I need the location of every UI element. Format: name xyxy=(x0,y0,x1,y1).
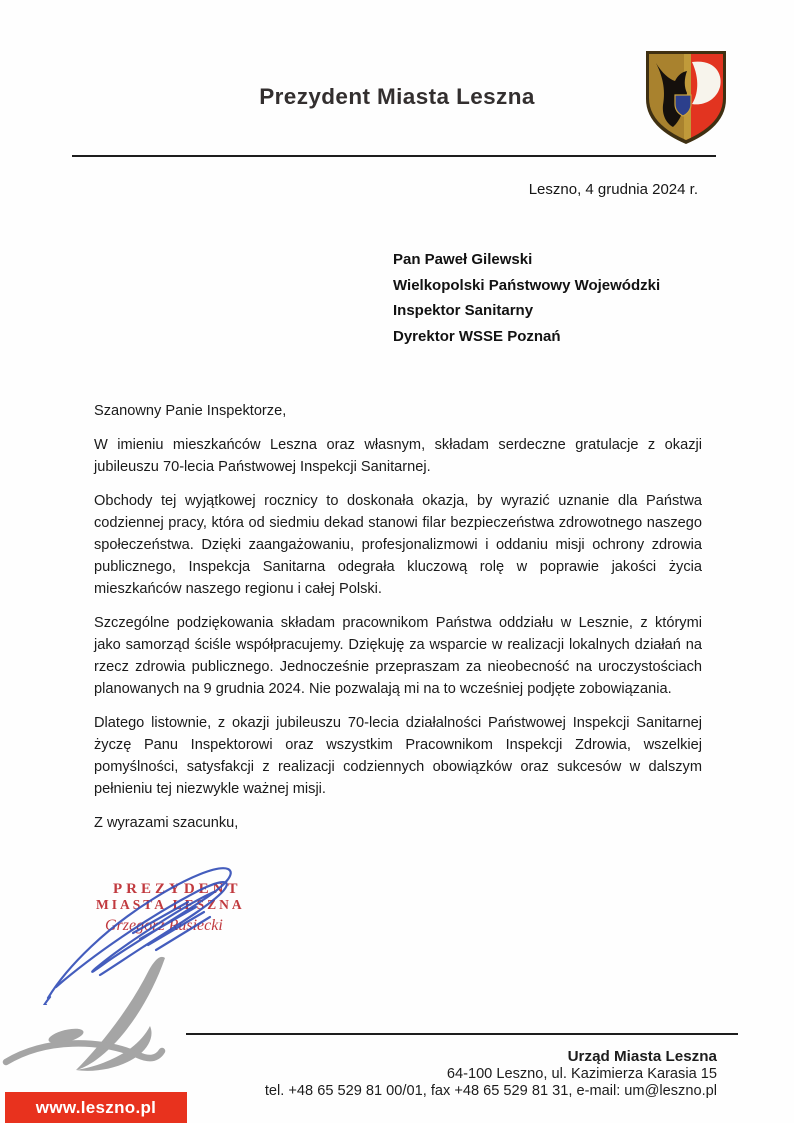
paragraph-1: W imieniu mieszkańców Leszna oraz własnym, składam serdeczne gratulacje z okazji jubileuszu 70-lecia Państwowej Inspekcji Sanitarnej. xyxy=(94,437,702,475)
stamp-signatory-name: Grzegorz Rusiecki xyxy=(105,917,223,934)
recipient-block xyxy=(393,247,660,349)
footer-divider xyxy=(186,1033,738,1035)
recipient-line-4: Dyrektor WSSE Poznań xyxy=(393,327,561,345)
recipient-line-3: Inspektor Sanitarny xyxy=(393,302,534,319)
paragraph-2: Obchody tej wyjątkowej rocznicy to doskonała okazja, by wyrazić uznanie dla Państwa codziennej pracy, która od siedmiu dekad stanowi filar bezpieczeństwa zdrowotnego naszego społeczeństwa. Dzięki zaangażowaniu, profesjonalizmowi i oddaniu misji ochrony zdrowia publicznego, Inspekcja Sanitarna odegrała kluczową rolę w poprawie jakości życia mieszkańców naszego regionu i całej Polski. xyxy=(94,493,702,597)
footer-contact: tel. +48 65 529 81 00/01, fax +48 65 529 81 31, e-mail: um@leszno.pl xyxy=(264,1083,717,1099)
letterhead-title: Prezydent Miasta Leszna xyxy=(259,84,535,109)
recipient-line-2: Wielkopolski Państwowy Wojewódzki xyxy=(393,276,661,294)
date-line: Leszno, 4 grudnia 2024 r. xyxy=(528,181,698,198)
paragraph-4: Dlatego listownie, z okazji jubileuszu 70-lecia działalności Państwowej Inspekcji Sanitarnej życzę Panu Inspektorowi oraz wszystkim Pracownikom Inspekcji Zdrowia, wszelkiej pomyślności, satysfakcji z realizacji codziennych obowiązków oraz sukcesów w dalszym pełnieniu tej niezwykle ważnej misji. xyxy=(94,715,702,797)
calligraphic-flourish-icon xyxy=(0,950,185,1090)
footer-block xyxy=(265,1048,717,1101)
stamp-title-line1: PREZYDENT xyxy=(113,881,242,897)
footer-organization: Urząd Miasta Leszna xyxy=(567,1048,717,1065)
footer-address: 64-100 Leszno, ul. Kazimierza Karasia 15 xyxy=(446,1065,717,1082)
closing-phrase: Z wyrazami szacunku, xyxy=(94,815,239,831)
recipient-line-1: Pan Paweł Gilewski xyxy=(393,251,533,268)
letter-body xyxy=(94,400,702,846)
paragraph-3: Szczególne podziękowania składam pracownikom Państwa oddziału w Lesznie, z którymi jako samorząd ściśle współpracujemy. Dziękuję za wsparcie w realizacji lokalnych działań na rzecz zdrowia publicznego. Jednocześnie przepraszam za nieobecność na uroczystościach planowanych na 9 grudnia 2024. Nie pozwalają mi na to wcześniej podjęte zobowiązania. xyxy=(94,615,702,697)
coat-of-arms-icon xyxy=(642,47,730,147)
website-url: www.leszno.pl xyxy=(35,1098,157,1117)
stamp-title-line2: MIASTA LESZNA xyxy=(96,897,245,912)
header-divider xyxy=(72,155,716,157)
salutation: Szanowny Panie Inspektorze, xyxy=(94,403,287,419)
website-banner xyxy=(5,1092,187,1123)
